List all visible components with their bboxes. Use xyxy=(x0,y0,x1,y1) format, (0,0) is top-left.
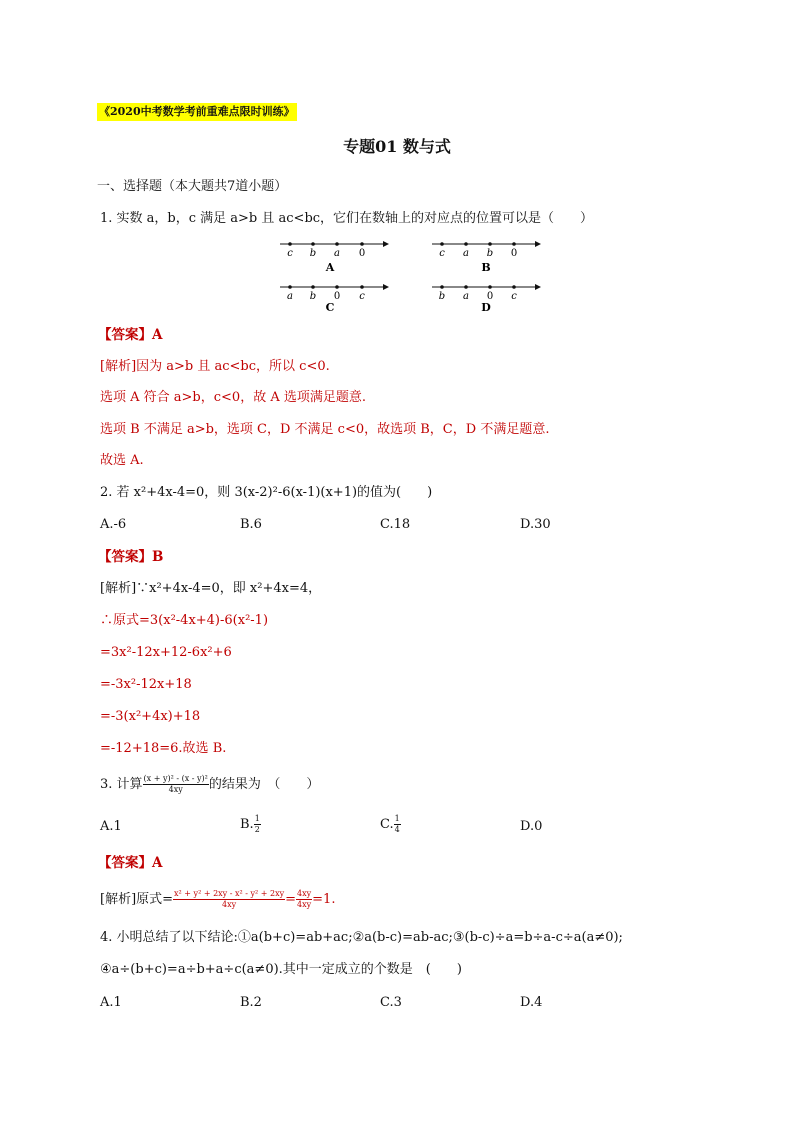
q3-analysis xyxy=(100,886,335,914)
numberline-d-label: D xyxy=(481,301,491,314)
numberline-b-point-1: c xyxy=(439,248,445,259)
numberline-d-point-2: a xyxy=(463,291,469,302)
q1-analysis-4: 故选 A. xyxy=(100,453,144,468)
q4-option-c: C.3 xyxy=(380,995,402,1010)
q3-option-d: D.0 xyxy=(520,819,543,834)
q1-number-lines xyxy=(270,236,560,316)
q4-option-a: A.1 xyxy=(100,995,122,1010)
q3-analysis-equals: = xyxy=(285,892,297,907)
numberline-a-point-4: 0 xyxy=(358,248,366,259)
q2-option-d: D.30 xyxy=(520,517,551,532)
q2-analysis-2: ∴原式=3(x²-4x+4)-6(x²-1) xyxy=(100,613,269,628)
q4-option-d: D.4 xyxy=(520,995,543,1010)
q2-analysis-6: =-12+18=6.故选 B. xyxy=(100,741,227,756)
numberline-c-point-3: 0 xyxy=(333,291,341,302)
q2-option-a: A.-6 xyxy=(100,517,127,532)
numberline-b-label: B xyxy=(481,261,491,274)
q3-fraction xyxy=(143,774,209,795)
numberline-a-label: A xyxy=(325,261,335,274)
page-title: 专题01 数与式 xyxy=(343,137,451,156)
q3-analysis-prefix: [解析]原式= xyxy=(100,892,174,907)
q3-option-c-num: 1 xyxy=(394,814,400,823)
numberline-b xyxy=(432,242,540,274)
numberline-b-point-2: a xyxy=(463,248,469,259)
q2-analysis-4: =-3x²-12x+18 xyxy=(100,677,192,692)
q3-option-c-den: 4 xyxy=(394,825,400,834)
q3-option-b-den: 2 xyxy=(254,825,260,834)
q3-stem-before: 3. 计算 xyxy=(100,777,143,792)
series-label: 《2020中考数学考前重难点限时训练》 xyxy=(97,103,297,121)
q2-analysis-3: =3x²-12x+12-6x²+6 xyxy=(100,645,232,660)
numberline-d-point-3: 0 xyxy=(486,291,494,302)
q3-analysis-num-1: x² + y² + 2xy - x² - y² + 2xy xyxy=(174,889,285,898)
q2-analysis-1: [解析]∵x²+4x-4=0，即 x²+4x=4， xyxy=(100,581,322,596)
numberline-c-point-1: a xyxy=(287,291,293,302)
numberline-c xyxy=(280,285,388,314)
q3-option-b xyxy=(240,814,261,835)
numberline-c-point-4: c xyxy=(359,291,365,302)
q3-option-a: A.1 xyxy=(100,819,122,834)
numberline-d-point-1: b xyxy=(438,291,446,302)
q2-stem xyxy=(100,484,432,502)
q4-stem-line-2: ④a÷(b+c)=a÷b+a÷c(a≠0).其中一定成立的个数是 ( ) xyxy=(100,962,462,977)
q3-analysis-num-2: 4xy xyxy=(297,889,312,898)
q1-analysis-2: 选项 A 符合 a>b，c<0，故 A 选项满足题意. xyxy=(100,390,366,405)
q3-option-b-num: 1 xyxy=(254,814,260,823)
q3-analysis-end: =1. xyxy=(312,892,336,907)
numberline-d xyxy=(432,285,540,314)
numberline-b-point-3: b xyxy=(486,248,494,259)
q2-option-c: C.18 xyxy=(380,517,411,532)
numberline-d-point-4: c xyxy=(511,291,517,302)
q2-option-b: B.6 xyxy=(240,517,262,532)
q1-analysis-1: [解析]因为 a>b 且 ac<bc，所以 c<0. xyxy=(100,359,330,374)
section-heading: 一、选择题（本大题共7道小题） xyxy=(97,179,288,194)
q3-option-c xyxy=(380,814,401,835)
q3-fraction-denominator: 4xy xyxy=(168,785,183,794)
q3-answer: 【答案】A xyxy=(98,855,163,871)
q3-option-b-prefix: B. xyxy=(240,817,254,832)
numberline-a-point-3: a xyxy=(334,248,340,259)
numberline-a-point-1: c xyxy=(287,248,293,259)
q3-analysis-fraction-2 xyxy=(296,889,312,910)
q2-stem-expr: x²+4x-4=0，则 3(x-2)²-6(x-1)(x+1)的值为( ) xyxy=(133,485,433,500)
q2-analysis-5: =-3(x²+4x)+18 xyxy=(100,709,201,724)
q3-analysis-den-1: 4xy xyxy=(222,900,237,909)
numberline-c-label: C xyxy=(325,301,335,314)
q3-option-c-fraction xyxy=(394,814,401,835)
q1-answer: 【答案】A xyxy=(98,327,163,343)
q4-stem-line-1: 4. 小明总结了以下结论:①a(b+c)=ab+ac;②a(b-c)=ab-ac;③(b-c)÷a=b÷a-c÷a(a≠0); xyxy=(100,930,623,945)
q3-analysis-den-2: 4xy xyxy=(297,900,312,909)
q3-stem xyxy=(100,772,319,798)
q2-answer: 【答案】B xyxy=(98,549,164,565)
q3-option-c-prefix: C. xyxy=(380,817,394,832)
q1-analysis-3: 选项 B 不满足 a>b，选项 C，D 不满足 c<0，故选项 B，C，D 不满足题意. xyxy=(100,422,550,437)
q3-option-b-fraction xyxy=(254,814,261,835)
q3-fraction-numerator: (x + y)² - (x - y)² xyxy=(143,774,208,783)
q2-stem-prefix: 2. 若 xyxy=(100,485,134,500)
q1-stem: 1. 实数 a，b，c 满足 a>b 且 ac<bc，它们在数轴上的对应点的位置可以是（ ） xyxy=(100,211,594,226)
numberline-a xyxy=(280,242,388,274)
numberline-b-point-4: 0 xyxy=(510,248,518,259)
q4-option-b: B.2 xyxy=(240,995,262,1010)
q3-analysis-fraction-1 xyxy=(173,889,285,910)
numberline-a-point-2: b xyxy=(309,248,317,259)
q3-stem-after: 的结果为 （ ） xyxy=(208,777,320,792)
numberline-c-point-2: b xyxy=(309,291,317,302)
